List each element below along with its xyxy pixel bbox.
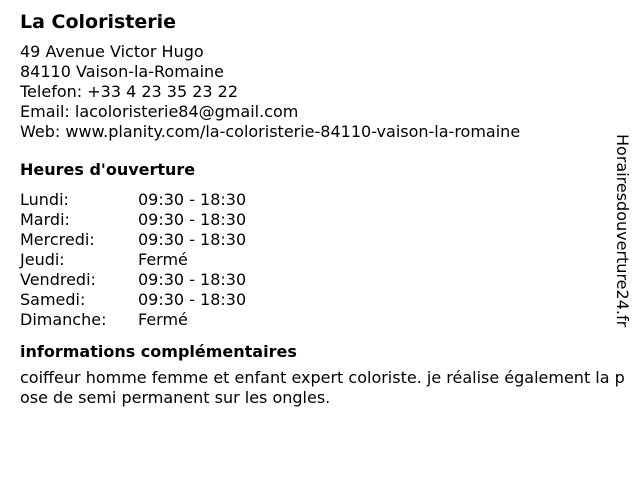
day-label: Jeudi: [20,250,65,269]
street-address: 49 Avenue Victor Hugo [20,42,204,61]
business-name: La Coloristerie [20,11,177,33]
info-heading: informations complémentaires [20,342,297,361]
hours-row [20,270,610,290]
email-line: Email: lacoloristerie84@gmail.com [20,102,299,121]
day-time: Fermé [138,310,188,329]
hours-row [20,290,610,310]
hours-heading: Heures d'ouverture [20,160,196,179]
web-line: Web: www.planity.com/la-coloristerie-84110-vaison-la-romaine [20,122,521,141]
day-time: 09:30 - 18:30 [138,230,247,249]
watermark-text: Horairesdouverture24.fr [613,134,632,328]
day-label: Mardi: [20,210,70,229]
hours-row [20,190,610,210]
day-time: 09:30 - 18:30 [138,190,247,209]
hours-row [20,230,610,250]
day-label: Lundi: [20,190,69,209]
address-block [20,42,610,142]
hours-row [20,250,610,270]
phone-line: Telefon: +33 4 23 35 23 22 [20,82,239,101]
day-time: 09:30 - 18:30 [138,290,247,309]
hours-row [20,310,610,330]
hours-row [20,210,610,230]
day-time: 09:30 - 18:30 [138,210,247,229]
day-label: Vendredi: [20,270,96,289]
city-address: 84110 Vaison-la-Romaine [20,62,225,81]
day-time: 09:30 - 18:30 [138,270,247,289]
day-label: Dimanche: [20,310,107,329]
day-label: Mercredi: [20,230,95,249]
day-label: Samedi: [20,290,86,309]
info-text: coiffeur homme femme et enfant expert coloriste. je réalise également la pose de semi permanent sur les ongles. [20,368,625,407]
day-time: Fermé [138,250,188,269]
hours-table [20,190,610,330]
